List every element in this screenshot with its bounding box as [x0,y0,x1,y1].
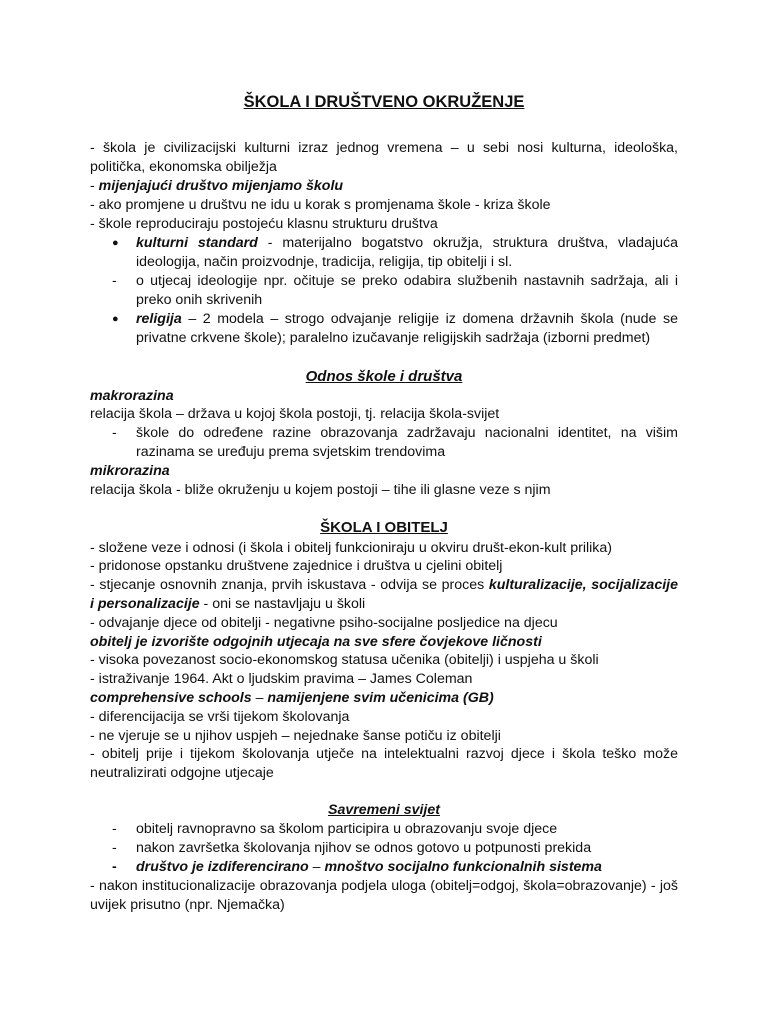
obitelj-l8-desc: namijenjene svim učenicima (GB) [267,690,494,706]
savremeni-item-1 [90,820,678,840]
savremeni-item-3 [90,858,678,878]
intro-b1-term: kulturni standard [136,235,258,251]
intro-bullet-2 [90,272,678,312]
macro-item [90,424,678,464]
obitelj-l3-prefix: - stjecanje osnovnih znanja, prvih iskustava - odvija se proces [90,577,489,593]
savremeni-i3-term: društvo je izdiferencirano [136,859,309,875]
obitelj-l3-suffix: - oni se nastavljaju u školi [199,596,366,612]
micro-label: mikrorazina [90,463,170,479]
intro-p2-prefix: - [90,178,99,194]
savremeni-i3-dash: – [308,859,325,875]
intro-b3-term: religija [136,311,182,327]
section-heading-obitelj: ŠKOLA I OBITELJ [320,519,448,536]
savremeni-item-2 [90,839,678,859]
obitelj-l8-dash: – [251,690,268,706]
intro-b2-text: o utjecaj ideologije npr. očituje se preko odabira službenih nastavnih sadržaja, ali i preko onih skrivenih [136,273,678,308]
micro-text: relacija škola - bliže okruženju u kojem postoji – tihe ili glasne veze s njim [90,482,551,498]
dash-marker: - [112,859,117,875]
obitelj-line-3 [90,576,678,614]
section-heading-savremeni: Savremeni svijet [328,802,440,818]
intro-paragraph-2 [90,177,678,196]
dash-marker: - [112,273,117,289]
dash-marker: - [112,840,117,856]
intro-paragraph-4: - škole reproduciraju postojeću klasnu strukturu društva [90,216,438,232]
savremeni-item-2-text: nakon završetka školovanja njihov se odnos gotovo u potpunosti prekida [136,840,592,856]
dash-marker: - [112,821,117,837]
obitelj-line-10: - ne vjeruje se u njihov uspjeh – nejednake šanse potiču iz obitelji [90,728,501,744]
intro-b1-text: - materijalno bogatstvo okružja, struktura društva, vladajuća ideologija, način proizvodnje, tradicija, religija, tip obitelji i sl. [136,235,678,270]
savremeni-last-paragraph: - nakon institucionalizacije obrazovanja podjela uloga (obitelj=odgoj, škola=obrazovanje) - još uvijek prisutno (npr. Njemačka) [90,878,678,913]
dash-marker: - [112,425,117,441]
document-title: ŠKOLA I DRUŠTVENO OKRUŽENJE [243,93,525,111]
obitelj-line-2: - pridonose opstanku društvene zajednice i društva u cjelini obitelj [90,558,503,574]
obitelj-l8-term: comprehensive schools [90,690,252,706]
savremeni-i3-desc: mnoštvo socijalno funkcionalnih sistema [324,859,602,875]
intro-paragraph-3: - ako promjene u društvu ne idu u korak s promjenama škole - kriza škole [90,197,551,213]
obitelj-line-6: - visoka povezanost socio-ekonomskog statusa učenika (obitelji) i uspjeha u školi [90,652,599,668]
intro-paragraph-1: - škola je civilizacijski kulturni izraz jednog vremena – u sebi nosi kulturna, ideološka, politička, ekonomska obilježja [90,140,678,175]
bullet-marker: ● [112,237,119,249]
macro-label: makrorazina [90,388,174,404]
obitelj-line-8 [90,689,678,708]
obitelj-line-4: - odvajanje djece od obitelji - negativne psiho-socijalne posljedice na djecu [90,615,558,631]
bullet-marker: ● [112,313,119,325]
obitelj-l3-emphasis: kulturalizacije, socijalizacije i personalizacije [90,577,678,612]
macro-text: relacija škola – država u kojoj škola postoji, tj. relacija škola-svijet [90,406,500,422]
obitelj-line-9: - diferencijacija se vrši tijekom školovanja [90,709,350,725]
section-heading-odnos: Odnos škole i društva [305,368,463,385]
obitelj-line-7: - istraživanje 1964. Akt o ljudskim pravima – James Coleman [90,671,473,687]
savremeni-item-1-text: obitelj ravnopravno sa školom participira u obrazovanju svoje djece [136,821,558,837]
obitelj-line-11: - obitelj prije i tijekom školovanja utječe na intelektualni razvoj djece i škola teško može neutralizirati odgojne utjecaje [90,746,678,781]
intro-b3-text: – 2 modela – strogo odvajanje religije iz domena državnih škola (nude se privatne crkvene škole); paralelno izučavanje religijskih sadržaja (izborni predmet) [136,311,678,346]
macro-item-text: škole do određene razine obrazovanja zadržavaju nacionalni identitet, na višim razinama se uređuju prema svjetskim trendovima [136,425,678,460]
obitelj-line-1: - složene veze i odnosi (i škola i obitelj funkcioniraju u okviru društ-ekon-kult prilika) [90,540,613,556]
intro-p2-emphasis: mijenjajući društvo mijenjamo školu [98,178,344,194]
intro-bullet-3 [90,310,678,350]
obitelj-line-5: obitelj je izvorište odgojnih utjecaja na sve sfere čovjekove ličnosti [90,634,542,650]
intro-bullet-1 [90,234,678,274]
